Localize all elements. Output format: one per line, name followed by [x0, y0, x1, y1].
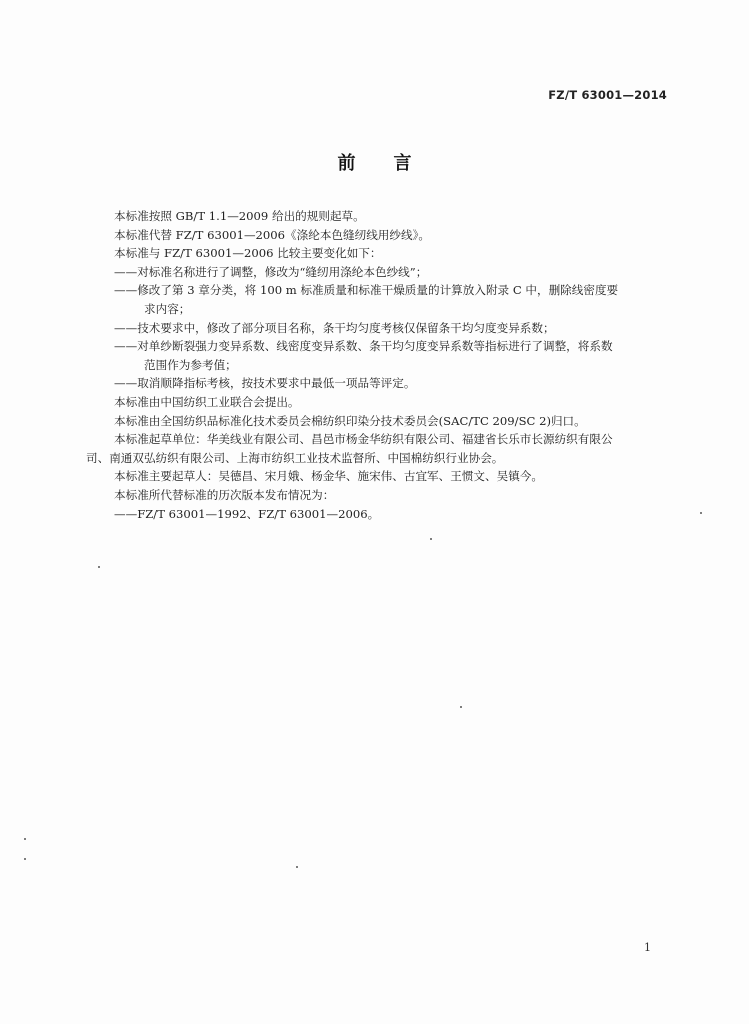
paragraph-drafting-units-cont: 司、南通双弘纺织有限公司、上海市纺织工业技术监督所、中国棉纺织行业协会。 — [86, 450, 504, 465]
scan-speck — [700, 512, 702, 514]
paragraph-history-intro: 本标准所代替标准的历次版本发布情况为： — [114, 487, 335, 502]
change-item-coefficients: ——对单纱断裂强力变异系数、线密度变异系数、条干均匀度变异系数等指标进行了调整，将系数 — [114, 339, 613, 354]
page-title: 前言 — [337, 153, 450, 174]
paragraph-changes-intro: 本标准与 FZ/T 63001—2006 比较主要变化如下： — [114, 246, 382, 261]
change-item-name: ——对标准名称进行了调整，修改为“缝纫用涤纶本色纱线”； — [114, 264, 428, 279]
scan-speck — [98, 566, 100, 568]
paragraph-drafting-units: 本标准起草单位：华美线业有限公司、昌邑市杨金华纺织有限公司、福建省长乐市长源纺织有限公 — [114, 432, 613, 447]
history-item: ——FZ/T 63001—1992、FZ/T 63001—2006。 — [114, 506, 380, 521]
foreword-body — [86, 207, 674, 523]
paragraph-drafters: 本标准主要起草人：吴德昌、宋月娥、杨金华、施宋伟、古宜军、王惯文、吴镇今。 — [114, 469, 543, 484]
scan-speck — [24, 838, 26, 840]
scan-speck — [430, 538, 432, 540]
paragraph-drafting-rules: 本标准按照 GB/T 1.1—2009 给出的规则起草。 — [114, 209, 365, 223]
page-number: 1 — [644, 941, 651, 954]
scan-speck — [296, 866, 298, 868]
change-item-requirements: ——技术要求中，修改了部分项目名称，条干均匀度考核仅保留条干均匀度变异系数； — [114, 320, 555, 335]
standard-code: FZ/T 63001—2014 — [548, 88, 667, 102]
paragraph-replaces: 本标准代替 FZ/T 63001—2006《涤纶本色缝纫线用纱线》。 — [114, 227, 430, 242]
change-item-classification: ——修改了第 3 章分类，将 100 m 标准质量和标准干燥质量的计算放入附录 C 中，删除线密度要 — [114, 283, 619, 298]
scan-speck — [460, 706, 462, 708]
paragraph-under-jurisdiction: 本标准由全国纺织品标准化技术委员会棉纺织印染分技术委员会(SAC/TC 209/SC 2)归口。 — [114, 413, 586, 428]
change-item-coefficients-cont: 范围作为参考值； — [144, 357, 237, 372]
change-item-classification-cont: 求内容； — [144, 301, 191, 316]
paragraph-proposed-by: 本标准由中国纺织工业联合会提出。 — [114, 394, 300, 409]
change-item-grading: ——取消顺降指标考核，按技术要求中最低一项品等评定。 — [114, 376, 416, 391]
scan-speck — [24, 858, 26, 860]
